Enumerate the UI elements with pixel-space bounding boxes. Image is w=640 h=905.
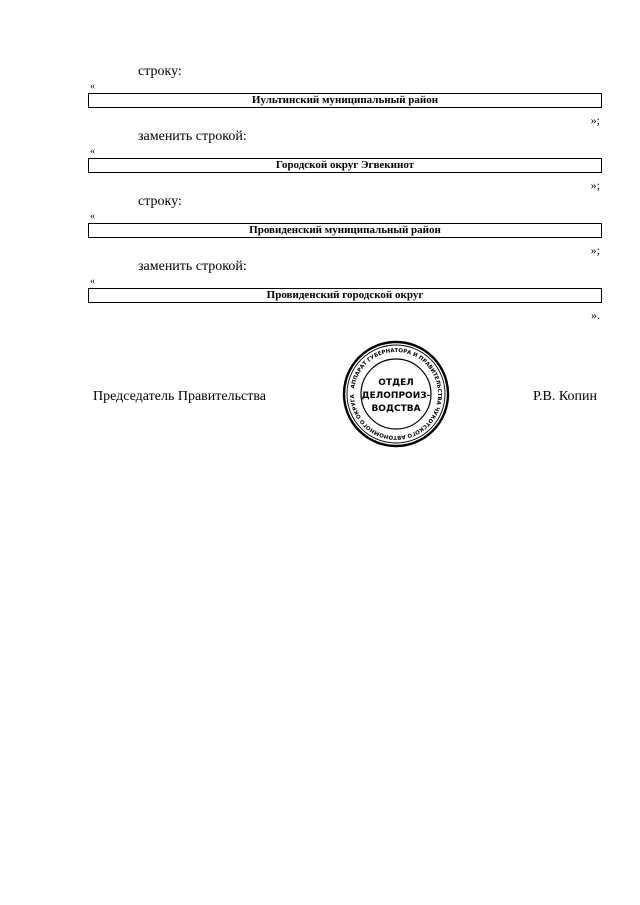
table-row-4 xyxy=(88,288,602,303)
table-row-2-value: Городской округ Эгвекинот xyxy=(275,159,415,171)
table-row-2 xyxy=(88,158,602,173)
open-quote-2: « xyxy=(90,146,95,157)
signatory-name: Р.В. Копин xyxy=(533,389,597,404)
seal-center-line-2: ДЕЛОПРОИЗ- xyxy=(361,391,431,401)
row-end-2: »; xyxy=(590,178,600,192)
table-row-4-value: Провиденский городской округ xyxy=(266,289,424,301)
open-quote-3: « xyxy=(90,211,95,222)
row-end-4: ». xyxy=(591,308,600,322)
open-quote-4: « xyxy=(90,276,95,287)
table-row-1-value: Иультинский муниципальный район xyxy=(251,94,439,106)
row-end-1: »; xyxy=(590,113,600,127)
open-quote-1: « xyxy=(90,81,95,92)
seal-ring-text: АППАРАТ ГУБЕРНАТОРА И ПРАВИТЕЛЬСТВА ЧУКОТСКОГО АВТОНОМНОГО ОКРУГА xyxy=(349,347,443,441)
official-seal xyxy=(342,340,450,448)
table-row-1 xyxy=(88,93,602,108)
lead-text-3: строку: xyxy=(138,194,182,209)
lead-text-1: строку: xyxy=(138,64,182,79)
seal-center-line-1: ОТДЕЛ xyxy=(378,378,414,388)
signatory-title: Председатель Правительства xyxy=(93,389,266,404)
lead-text-4: заменить строкой: xyxy=(138,259,247,274)
table-row-3-value: Провиденский муниципальный район xyxy=(249,224,441,236)
table-row-3 xyxy=(88,223,602,238)
lead-text-2: заменить строкой: xyxy=(138,129,247,144)
row-end-3: »; xyxy=(590,243,600,257)
seal-center-line-3: ВОДСТВА xyxy=(371,404,421,414)
